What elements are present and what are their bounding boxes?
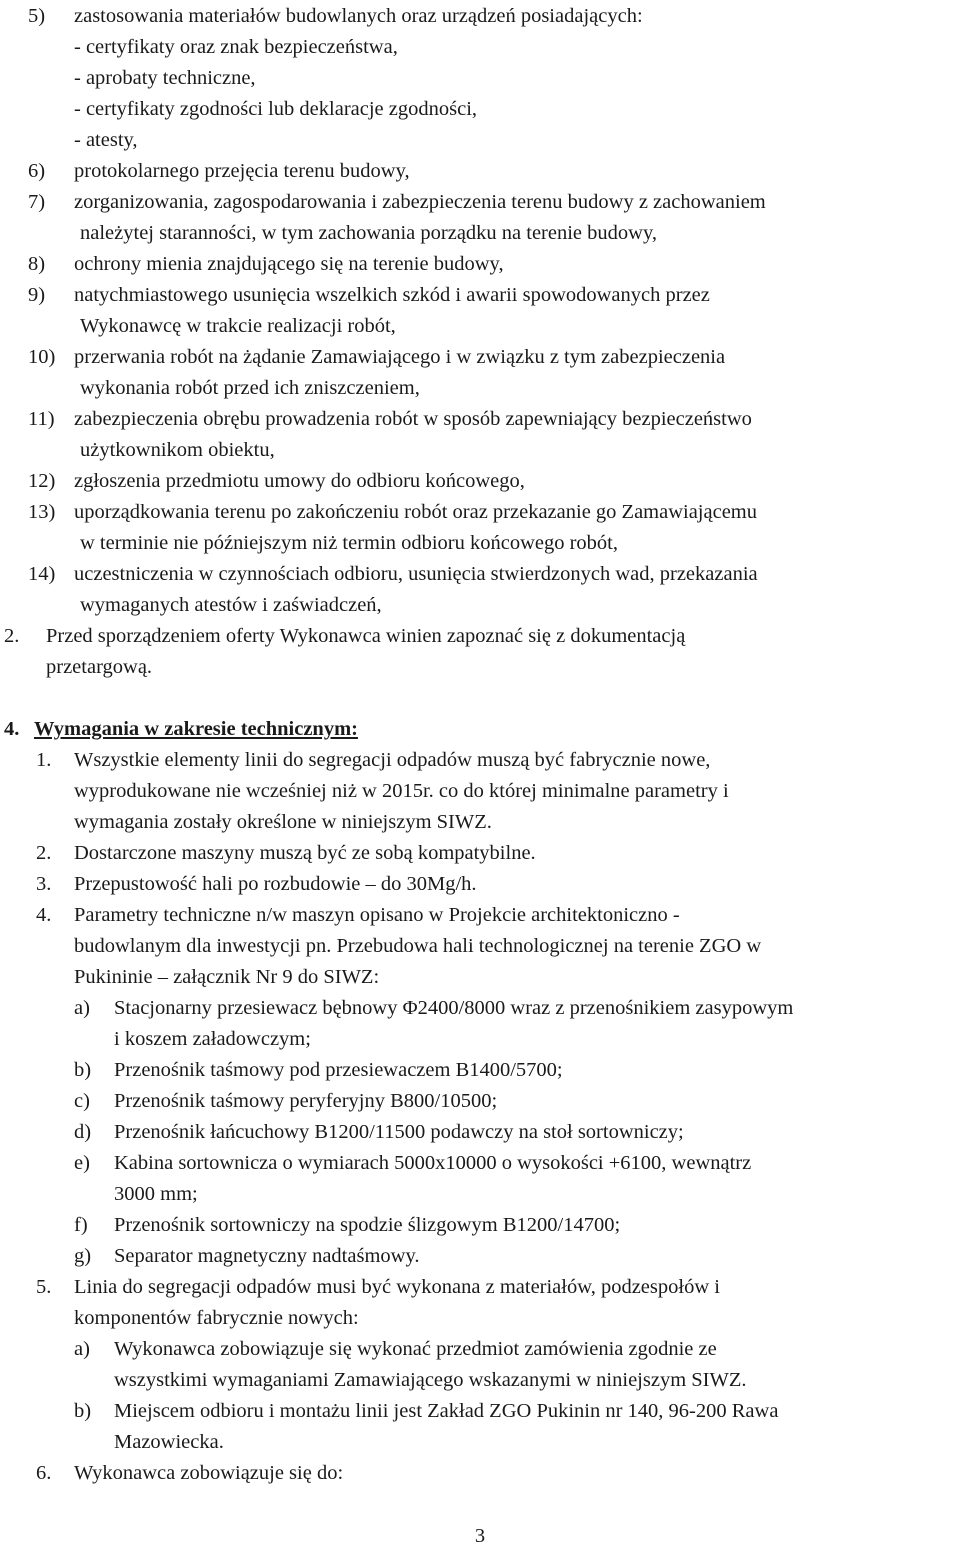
list-item-12 bbox=[28, 469, 525, 493]
item-number: 14) bbox=[28, 563, 56, 585]
item-text: zgłoszenia przedmiotu umowy do odbioru końcowego, bbox=[74, 470, 525, 492]
machine-item-f bbox=[74, 1213, 620, 1237]
machine-letter: d) bbox=[74, 1121, 92, 1143]
item-text: uporządkowania terenu po zakończeniu robót oraz przekazanie go Zamawiającemu bbox=[74, 501, 757, 523]
requirement-1 bbox=[36, 748, 710, 772]
requirement-number: 6. bbox=[36, 1462, 52, 1484]
requirement-number: 4. bbox=[36, 904, 52, 926]
item-continuation: użytkownikom obiektu, bbox=[80, 439, 275, 461]
page-number: 3 bbox=[474, 1525, 486, 1547]
machine-item-c bbox=[74, 1089, 497, 1113]
item-text: protokolarnego przejęcia terenu budowy, bbox=[74, 160, 410, 182]
section-number: 4. bbox=[4, 718, 20, 740]
machine-text: Separator magnetyczny nadtaśmowy. bbox=[114, 1245, 420, 1267]
requirement-text: Wszystkie elementy linii do segregacji odpadów muszą być fabrycznie nowe, bbox=[74, 749, 711, 771]
sub-item: - aprobaty techniczne, bbox=[74, 67, 256, 89]
item-number: 12) bbox=[28, 470, 56, 492]
requirement-continuation: budowlanym dla inwestycji pn. Przebudowa hali technologicznej na terenie ZGO w bbox=[74, 935, 762, 957]
point-continuation: przetargową. bbox=[46, 656, 153, 678]
item-text: przerwania robót na żądanie Zamawiającego i w związku z tym zabezpieczenia bbox=[74, 346, 726, 368]
requirement-continuation: wyprodukowane nie wcześniej niż w 2015r. co do której minimalne parametry i bbox=[74, 780, 729, 802]
requirement-number: 1. bbox=[36, 749, 52, 771]
requirement-6 bbox=[36, 1461, 343, 1485]
requirement-text: Linia do segregacji odpadów musi być wykonana z materiałów, podzespołów i bbox=[74, 1276, 720, 1298]
sub-item: - certyfikaty zgodności lub deklaracje zgodności, bbox=[74, 98, 478, 120]
obligation-continuation: wszystkimi wymaganiami Zamawiającego wskazanymi w niniejszym SIWZ. bbox=[114, 1369, 747, 1391]
requirement-3 bbox=[36, 872, 477, 896]
requirement-number: 2. bbox=[36, 842, 52, 864]
machine-text: Stacjonarny przesiewacz bębnowy Φ2400/8000 wraz z przenośnikiem zasypowym bbox=[114, 997, 794, 1019]
machine-text: Przenośnik taśmowy peryferyjny B800/10500; bbox=[114, 1090, 498, 1112]
requirement-number: 5. bbox=[36, 1276, 52, 1298]
machine-text: Przenośnik sortowniczy na spodzie ślizgowym B1200/14700; bbox=[114, 1214, 621, 1236]
item-number: 8) bbox=[28, 253, 46, 275]
list-item-9 bbox=[28, 283, 710, 307]
machine-item-b bbox=[74, 1058, 563, 1082]
machine-item-a bbox=[74, 996, 793, 1020]
machine-continuation: i koszem załadowczym; bbox=[114, 1028, 311, 1050]
item-text: uczestniczenia w czynnościach odbioru, usunięcia stwierdzonych wad, przekazania bbox=[74, 563, 758, 585]
requirement-text: Parametry techniczne n/w maszyn opisano w Projekcie architektoniczno - bbox=[74, 904, 680, 926]
obligation-item-b bbox=[74, 1399, 778, 1423]
list-item-13 bbox=[28, 500, 757, 524]
machine-letter: a) bbox=[74, 997, 90, 1019]
machine-text: Przenośnik taśmowy pod przesiewaczem B1400/5700; bbox=[114, 1059, 563, 1081]
item-number: 11) bbox=[28, 408, 55, 430]
requirement-number: 3. bbox=[36, 873, 52, 895]
item-number: 9) bbox=[28, 284, 46, 306]
machine-item-e bbox=[74, 1151, 751, 1175]
item-text: ochrony mienia znajdującego się na terenie budowy, bbox=[74, 253, 504, 275]
requirement-text: Dostarczone maszyny muszą być ze sobą kompatybilne. bbox=[74, 842, 536, 864]
list-item-7 bbox=[28, 190, 766, 214]
list-item-10 bbox=[28, 345, 725, 369]
obligation-letter: b) bbox=[74, 1400, 92, 1422]
requirement-continuation: wymagania zostały określone w niniejszym SIWZ. bbox=[74, 811, 492, 833]
point-text: Przed sporządzeniem oferty Wykonawca winien zapoznać się z dokumentacją bbox=[46, 625, 686, 647]
machine-item-g bbox=[74, 1244, 420, 1268]
list-item-14 bbox=[28, 562, 758, 586]
item-text: zabezpieczenia obrębu prowadzenia robót w sposób zapewniający bezpieczeństwo bbox=[74, 408, 752, 430]
requirement-text: Przepustowość hali po rozbudowie – do 30Mg/h. bbox=[74, 873, 477, 895]
sub-item: - certyfikaty oraz znak bezpieczeństwa, bbox=[74, 36, 398, 58]
requirement-4 bbox=[36, 903, 680, 927]
item-continuation: Wykonawcę w trakcie realizacji robót, bbox=[80, 315, 396, 337]
machine-letter: g) bbox=[74, 1245, 92, 1267]
item-text: zorganizowania, zagospodarowania i zabezpieczenia terenu budowy z zachowaniem bbox=[74, 191, 766, 213]
item-number: 13) bbox=[28, 501, 56, 523]
machine-item-d bbox=[74, 1120, 684, 1144]
list-item-5 bbox=[28, 4, 643, 28]
point-2 bbox=[4, 624, 685, 648]
item-number: 6) bbox=[28, 160, 46, 182]
machine-text: Kabina sortownicza o wymiarach 5000x10000 o wysokości +6100, wewnątrz bbox=[114, 1152, 752, 1174]
requirement-continuation: Pukininie – załącznik Nr 9 do SIWZ: bbox=[74, 966, 380, 988]
item-number: 7) bbox=[28, 191, 46, 213]
list-item-6 bbox=[28, 159, 410, 183]
item-continuation: wykonania robót przed ich zniszczeniem, bbox=[80, 377, 420, 399]
obligation-continuation: Mazowiecka. bbox=[114, 1431, 224, 1453]
item-text: zastosowania materiałów budowlanych oraz urządzeń posiadających: bbox=[74, 5, 643, 27]
section-heading bbox=[4, 717, 358, 741]
obligation-text: Miejscem odbioru i montażu linii jest Zakład ZGO Pukinin nr 140, 96-200 Rawa bbox=[114, 1400, 779, 1422]
obligation-letter: a) bbox=[74, 1338, 90, 1360]
requirement-continuation: komponentów fabrycznie nowych: bbox=[74, 1307, 359, 1329]
machine-letter: c) bbox=[74, 1090, 90, 1112]
machine-continuation: 3000 mm; bbox=[114, 1183, 198, 1205]
machine-text: Przenośnik łańcuchowy B1200/11500 podawczy na stoł sortowniczy; bbox=[114, 1121, 684, 1143]
sub-item: - atesty, bbox=[74, 129, 138, 151]
item-number: 10) bbox=[28, 346, 56, 368]
requirement-text: Wykonawca zobowiązuje się do: bbox=[74, 1462, 344, 1484]
item-number: 5) bbox=[28, 5, 46, 27]
machine-letter: b) bbox=[74, 1059, 92, 1081]
requirement-5 bbox=[36, 1275, 720, 1299]
item-text: natychmiastowego usunięcia wszelkich szkód i awarii spowodowanych przez bbox=[74, 284, 710, 306]
requirement-2 bbox=[36, 841, 536, 865]
obligation-text: Wykonawca zobowiązuje się wykonać przedmiot zamówienia zgodnie ze bbox=[114, 1338, 717, 1360]
item-continuation: w terminie nie późniejszym niż termin odbioru końcowego robót, bbox=[80, 532, 618, 554]
item-continuation: wymaganych atestów i zaświadczeń, bbox=[80, 594, 382, 616]
obligation-item-a bbox=[74, 1337, 717, 1361]
section-title: Wymagania w zakresie technicznym: bbox=[34, 718, 358, 740]
machine-letter: f) bbox=[74, 1214, 88, 1236]
machine-letter: e) bbox=[74, 1152, 90, 1174]
list-item-11 bbox=[28, 407, 752, 431]
item-continuation: należytej staranności, w tym zachowania porządku na terenie budowy, bbox=[80, 222, 658, 244]
point-number: 2. bbox=[4, 625, 20, 647]
list-item-8 bbox=[28, 252, 504, 276]
